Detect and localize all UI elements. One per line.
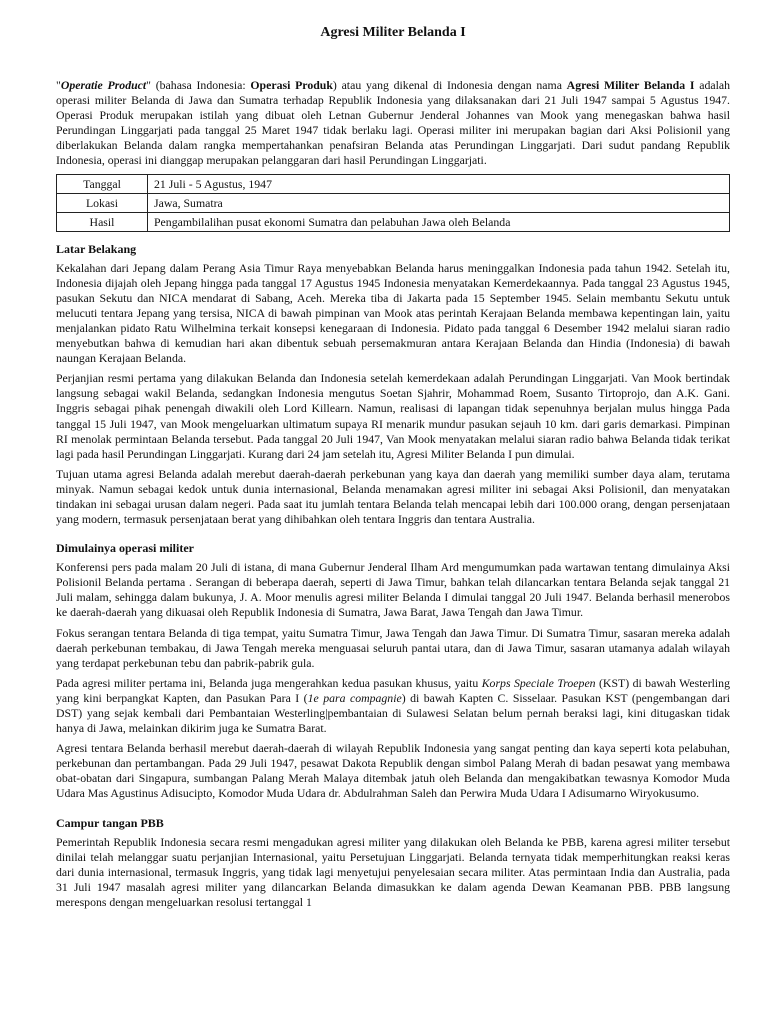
term-kst: Korps Speciale Troepen [481, 675, 596, 690]
info-row-tanggal [57, 174, 730, 193]
info-value: Pengambilalihan pusat ekonomi Sumatra dan pelabuhan Jawa oleh Belanda [148, 212, 730, 231]
intro-text-3: adalah operasi militer Belanda di Jawa dan Sumatra terhadap Republik Indonesia yang dilaksanakan dari 21 Juli 1947 sampai 5 Agustus 1947. Operasi Produk merupakan istilah yang dibuat oleh Letnan Gubernur Jenderal Johannes van Mook yang menegaskan bahwa hasil Perundingan Linggarjati pada tanggal 25 Maret 1947 tidak berlaku lagi. Operasi militer ini merupakan bagian dari Aksi Polisionil yang diberlakukan Belanda dalam rangka mempertahankan penafsiran Belanda atas Perundingan Linggarjati. Dari sudut pandang Republik Indonesia, operasi ini dianggap merupakan pelanggaran dari hasil Perundingan Linggarjati. [56, 78, 730, 168]
section-heading-dimulainya-operasi: Dimulainya operasi militer [56, 541, 194, 556]
info-label: Tanggal [57, 174, 148, 193]
paragraph: Agresi tentara Belanda berhasil merebut daerah-daerah di wilayah Republik Indonesia yang sangat penting dan kaya seperti kota pelabuhan, perkebunan dan pertambangan. Pada 29 Juli 1947, pesawat Dakota Republik dengan simbol Palang Merah di badan pesawat yang membawa obat-obatan dari Singapura, sumbangan Palang Merah Malaya ditembak jatuh oleh Belanda dan mengakibatkan tewasnya Komodor Muda Udara Mas Agustinus Adisucipto, Komodor Muda Udara dr. Abdulrahman Saleh dan Perwira Muda Udara I Adisumarno Wiryokusumo. [56, 741, 730, 801]
term-para-compagnie: 1e para compagnie [307, 690, 402, 705]
page-title: Agresi Militer Belanda I [320, 25, 466, 40]
paragraph: Pemerintah Republik Indonesia secara resmi mengadukan agresi militer yang dilakukan oleh Belanda ke PBB, karena agresi militer tersebut dinilai telah melanggar suatu perjanjian Internasional, yaitu Persetujuan Linggarjati. Belanda ternyata tidak memperhitungkan reaksi keras dari dunia internasional, termasuk Inggris, yang tidak lagi menyetujui penyelesaian secara militer. Atas permintaan India dan Australia, pada 31 Juli 1947 masalah agresi militer yang dilancarkan Belanda dimasukkan ke dalam agenda Dewan Keamanan PBB. PBB langsung merespons dengan mengeluarkan resolusi tertanggal 1 [56, 834, 730, 909]
paragraph: Tujuan utama agresi Belanda adalah merebut daerah-daerah perkebunan yang kaya dan daerah yang memiliki sumber daya alam, terutama minyak. Namun sebagai kedok untuk dunia internasional, Belanda menamakan agresi militer ini sebagai Aksi Polisionil, dan menyatakan tindakan ini sebagai urusan dalam negeri. Pada saat itu jumlah tentara Belanda telah mencapai lebih dari 100.000 orang, dengan persenjataan yang modern, termasuk persenjataan berat yang dihibahkan oleh tentara Inggris dan tentara Australia. [56, 466, 730, 527]
info-row-hasil [57, 212, 730, 231]
text: ) di bawah Kapten C. Sisselaar. Pasukan KST (pengembangan dari DST) yang sejak kembali dari Pembantaian Westerling|pembantaian di Sulawesi Selatan belum pernah beraksi lagi, kini ditugaskan tidak hanya di Jawa, melainkan dikirim juga ke Sumatra Barat. [56, 690, 731, 736]
intro-text-1: (bahasa Indonesia: [151, 78, 251, 92]
section-heading-campur-tangan-pbb: Campur tangan PBB [56, 815, 164, 830]
text: Pada agresi militer pertama ini, Belanda juga mengerahkan kedua pasukan khusus, yaitu [56, 675, 482, 690]
info-label: Hasil [57, 212, 148, 231]
intro-term-operasi-produk: Operasi Produk [250, 78, 333, 92]
quote-open: " [56, 78, 61, 92]
intro-term-agresi: Agresi Militer Belanda I [566, 78, 695, 92]
intro-paragraph [56, 78, 730, 169]
quote-close: " [146, 78, 151, 92]
info-label: Lokasi [57, 193, 148, 212]
info-value: 21 Juli - 5 Agustus, 1947 [148, 174, 730, 193]
info-value: Jawa, Sumatra [148, 193, 730, 212]
intro-term-operatie-product: Operatie Product [60, 78, 147, 92]
paragraph: Konferensi pers pada malam 20 Juli di istana, di mana Gubernur Jenderal Ilham Ard mengumumkan pada wartawan tentang dimulainya Aksi Polisionil Belanda pertama . Serangan di beberapa daerah, seperti di Jawa Timur, bahkan telah dilancarkan tentara Belanda sejak tanggal 21 Juli malam, sehingga dalam bukunya, J. A. Moor menulis agresi militer Belanda I dimulai tanggal 20 Juli 1947. Belanda berhasil menerobos ke daerah-daerah yang dikuasai oleh Republik Indonesia di Sumatra, Jawa Barat, Jawa Tengah dan Jawa Timur. [56, 560, 730, 620]
paragraph: Fokus serangan tentara Belanda di tiga tempat, yaitu Sumatra Timur, Jawa Tengah dan Jawa Timur. Di Sumatra Timur, sasaran mereka adalah daerah perkebunan tembakau, di Jawa Tengah mereka menguasai seluruh pantai utara, dan di Jawa Timur, sasaran utamanya adalah wilayah yang terdapat perkebunan tebu dan pabrik-pabrik gula. [56, 625, 730, 670]
paragraph [56, 676, 730, 736]
info-table [56, 174, 730, 232]
section-heading-latar-belakang: Latar Belakang [56, 241, 137, 256]
text: (KST) di bawah Westerling yang kini berpangkat Kapten, dan Pasukan Para I ( [56, 675, 730, 705]
info-row-lokasi [57, 193, 730, 212]
intro-text-2: ) atau yang dikenal di Indonesia dengan nama [332, 78, 567, 92]
paragraph: Kekalahan dari Jepang dalam Perang Asia Timur Raya menyebabkan Belanda harus meninggalkan Indonesia pada tahun 1942. Setelah itu, Indonesia dijajah oleh Jepang hingga pada tanggal 17 Agustus 1945 Indonesia menyatakan Kemerdekaannya. Pada tanggal 23 Agustus 1945, pasukan Sekutu dan NICA mendarat di Sabang, Aceh. Mereka tiba di Jakarta pada 15 September 1945. Selain membantu Sekutu untuk melucuti tentara Jepang yang tersisa, NICA di bawah pimpinan van Mook atas perintah Kerajaan Belanda membawa kepentingan lain, yaitu menjalankan pidato Ratu Wilhelmina terkait konsepsi kenegaraan di Indonesia. Pidato pada tanggal 6 Desember 1942 melalui siaran radio menyebutkan bahwa di kemudian hari akan dibentuk sebuah persemakmuran antara Kerajaan Belanda dan Hindia (Indonesia) di bawah naungan Kerajaan Belanda. [56, 260, 730, 366]
paragraph: Perjanjian resmi pertama yang dilakukan Belanda dan Indonesia setelah kemerdekaan adalah Perundingan Linggarjati. Van Mook bertindak langsung sebagai wakil Belanda, sedangkan Indonesia mengutus Soetan Sjahrir, Mohammad Roem, Susanto Tirtoprojo, dan A.K. Gani. Inggris sebagai pihak penengah diwakili oleh Lord Killearn. Namun, realisasi di lapangan tidak sepenuhnya berjalan mulus hingga Pada tanggal 15 Juli 1947, van Mook mengeluarkan ultimatum supaya RI menarik mundur pasukan sejauh 10 km. dari garis demarkasi. Pimpinan RI menolak permintaan Belanda tersebut. Pada tanggal 20 Juli 1947, Van Mook menyatakan melalui siaran radio bahwa Belanda tidak terikat lagi pada hasil Perundingan Linggarjati. Kurang dari 24 jam setelah itu, Agresi Militer Belanda I pun dimulai. [56, 371, 730, 461]
